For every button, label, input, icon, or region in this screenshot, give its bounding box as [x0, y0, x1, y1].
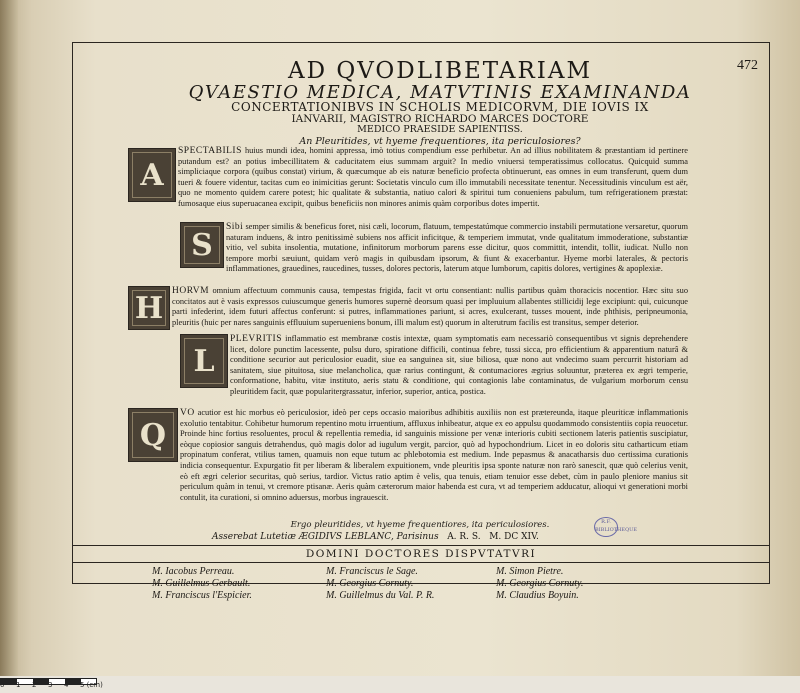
title-line-3: CONCERTATIONIBVS IN SCHOLIS MEDICORVM, DIE IOVIS IX — [231, 100, 649, 114]
scale-label: 4 — [64, 681, 69, 689]
paragraph-text: inflammatio est membranæ costis intextæ, quam symptomatis eam necessariò consequentibus vt signis deprehendere licet, dolore punctim lacessente, pulsu duro, spiratione difficili, continua febre, tussi sicca, pro efficientium & apparentium naturâ & conditione securior aut periculosior euadit, siue ea sanguinea sit, siue biliosa, quæ nono aut vndecimo suam percurrit historiam ad sanitatem, siue pituitosa, siue melancholica, quæ rarius contingunt, & contumaciores ægrius soluuntur, præterea ex ægri temperie, conformatione, habitu, vitæ instituto, aeris statu & conditione, qui contagionis labe contaminatus, de vulgarium morborum censu pleuritidem facit, quæ popularitergrassatur, inferior, superior, antica, postica. — [230, 334, 688, 396]
paragraph-lead: SPECTABILIS — [178, 146, 242, 156]
decorated-initial-s: S — [180, 222, 224, 268]
title-line-1: AD QVODLIBETARIAM — [287, 58, 593, 84]
decorated-initial-a: A — [128, 148, 176, 202]
paragraph-5 — [180, 408, 688, 516]
paragraph-text: huius mundi idea, homini appressa, imò totius compendium esse perhibetur. An ad illius nobilitatem & præstantiam id pertinere putandum est? an potius imbecillitatem & caducitatem eius summam arguit? In medio vniuersi temperatissimus collocatus. Quicquid summa simpliciaque corpora (quibus constat) virium, & quæcumque ab eis naturæ beneficio profecta obtinuerunt, eas omnes in eum transferunt, quem dum tueri & fouere videntur, tacitas cum eo inimicitias gerunt: Societatis vinculo cum illo immutabili necessitate tenentur. Necessitudinis vinculum est aër, quo ne momento quidem carere potest; hic qualitate & substantia, natiuo calori & spiritui tum conueniens pabulum, tum refrigerationem præstat: fumosaque eius superuacanea excipit, quibus beneficiis non minores animis quàm corporibus dotes impertit. — [178, 146, 688, 208]
paragraph-text: omnium affectuum communis causa, tempestas frigida, facit vt ortu consentiant: nullis partibus quàm thoracicis nocentior. Hæc situ suo concitatos aut è vasis expressos cuiuscumque generis humores supernè deorsum quasi per impluuium allabentes stillicidij lege excipiunt: qui, cuicunque parti infederint, idem futuri affectus conferunt: si putres, inflammationes pariunt, si acres, exulcerant, tusses mouent, inde phthisis, peripneumonia, pleuritis (huic per nares sanguinis effluuium superueniens bonum, illi malum est) quorum in alterutrum facilis est transitus, semper deterior. — [172, 286, 688, 327]
scale-label: 0 — [0, 681, 5, 689]
folio-number: 472 — [737, 58, 758, 73]
decorated-initial-q: Q — [128, 408, 178, 462]
conclusion-line: Ergo pleuritides, vt hyeme frequentiores, ita periculosiores. — [290, 520, 550, 530]
doctor-name: M. Georgius Cornuty. — [496, 578, 584, 589]
doctor-name: M. Franciscus le Sage. — [326, 566, 418, 577]
paragraph-1 — [178, 146, 688, 220]
scale-label: 2 — [32, 681, 37, 689]
page-gutter — [0, 0, 18, 676]
scale-label: 5 (cm) — [80, 681, 103, 689]
doctors-heading: DOMINI DOCTORES DISPVTATVRI — [72, 545, 770, 563]
paragraph-lead: Sibi — [226, 222, 244, 232]
paragraph-lead: HORVM — [172, 286, 210, 296]
paragraph-lead: PLEVRITIS — [230, 334, 282, 344]
title-line-5: MEDICO PRAESIDE SAPIENTISS. — [357, 124, 523, 135]
paragraph-text: acutior est hic morbus eò periculosior, ideò per ceps occasio maioribus adhibitis auxiliis non est prætereunda, itaque pleuriticæ inflammationis exolutio tentabitur. Cohibetur humorum repentino motu irruentium, affluxus inhibeatur, atque ex eo appulsu quodammodo consistentiis copia reuocetur. Proinde hinc fortius resoluentes, procul & repellentia remedia, id sanguinis missione per venæ interioris cubiti sectionem lateris patientis suscipiatur, eòque copiosior sanguis detrahendus, quò magis dolor ad iugulum vergit, parcior, quò ad hypochondrium. Licet in eo doloris situ catharticum etiam propinatum conferat, vtilius tamen, quamuis non eque tutum ac phlebotomia est medium. Inde pepasmus & anacatharsis duo certissima curationis indicia consequentur. Expurgatio fit per liberam & liberalem expuitionem, vnde pleuritis ipsa sponte naturæ non rarò sanescit, quæ quò celerius venit, eò eft ægri celerior securitas, quò serius, tardior. Victus ratio aptim è velis, qua tenuis, etiam tenuior esse debet, cùm in paulo pleniore manius sit periculum quàm in tenui, vt cremore ptisanæ. Aeris quàm cæterorum maior habenda est cura, vt ad temperiem adducatur, alioqui vt generationi morbi contulit, ita curationi, si omnino aduersus, morbus ingrauescit. — [180, 408, 688, 502]
doctor-name: M. Franciscus l'Espicier. — [152, 590, 252, 601]
paragraph-lead: VO — [180, 408, 195, 418]
measurement-scale — [0, 676, 800, 693]
doctor-name: M. Guillelmus du Val. P. R. — [326, 590, 435, 601]
assertion-degrees: A. R. S. — [447, 532, 481, 542]
paragraph-2 — [226, 222, 688, 284]
doctor-name: M. Claudius Boyuin. — [496, 590, 579, 601]
paragraph-4 — [230, 334, 688, 406]
paragraph-3 — [172, 286, 688, 332]
decorated-initial-h: H — [128, 286, 170, 330]
paragraph-text: semper similis & beneficus foret, nisi cæli, locorum, flatuum, tempestatúmque commercio instabili permutatione versaretur, quorum naturam induens, & intro penitissimè subiens nos afficit inficitque, & temperiem immutat, vnde qualitatum immoderatione, substantiæ vitio, vel subita insolentia, mutatione, infinitorum morborum parens esse dicitur, quos committit, intendit, tollit, iudicat. Nullo non tempore morbi sæuiunt, quidam verò magis in quibusdam ipsorum, & fiunt & exacerbantur. Hyeme morbi laterales, & pectoris inflammationes, grauedines, raucedines, tusses, dolores pectoris, laterum atque lumborum, capitis dolores, vertigines & apoplexiæ. — [226, 222, 688, 274]
title-line-4: IANVARII, MAGISTRO RICHARDO MARCES DOCTORE — [291, 113, 589, 125]
doctor-name: M. Guillelmus Gerbault. — [152, 578, 251, 589]
doctor-name: M. Simon Pietre. — [496, 566, 564, 577]
library-stamp: R.F. BIBLIOTHEQUE — [594, 517, 618, 537]
assertion-year: M. DC XIV. — [489, 532, 539, 542]
assertion-prefix: Asserebat Lutetiæ ÆGIDIVS LEBLANC, Parisinus — [212, 532, 439, 542]
title-line-2: QVAESTIO MEDICA, MATVTINIS EXAMINANDA — [188, 82, 692, 103]
decorated-initial-l: L — [180, 334, 228, 388]
doctor-name: M. Iacobus Perreau. — [152, 566, 235, 577]
scale-label: 1 — [16, 681, 21, 689]
thesis-question: An Pleuritides, vt hyeme frequentiores, ita periculosiores? — [299, 136, 581, 147]
doctor-name: M. Georgius Cornuty. — [326, 578, 414, 589]
scale-label: 3 — [48, 681, 53, 689]
